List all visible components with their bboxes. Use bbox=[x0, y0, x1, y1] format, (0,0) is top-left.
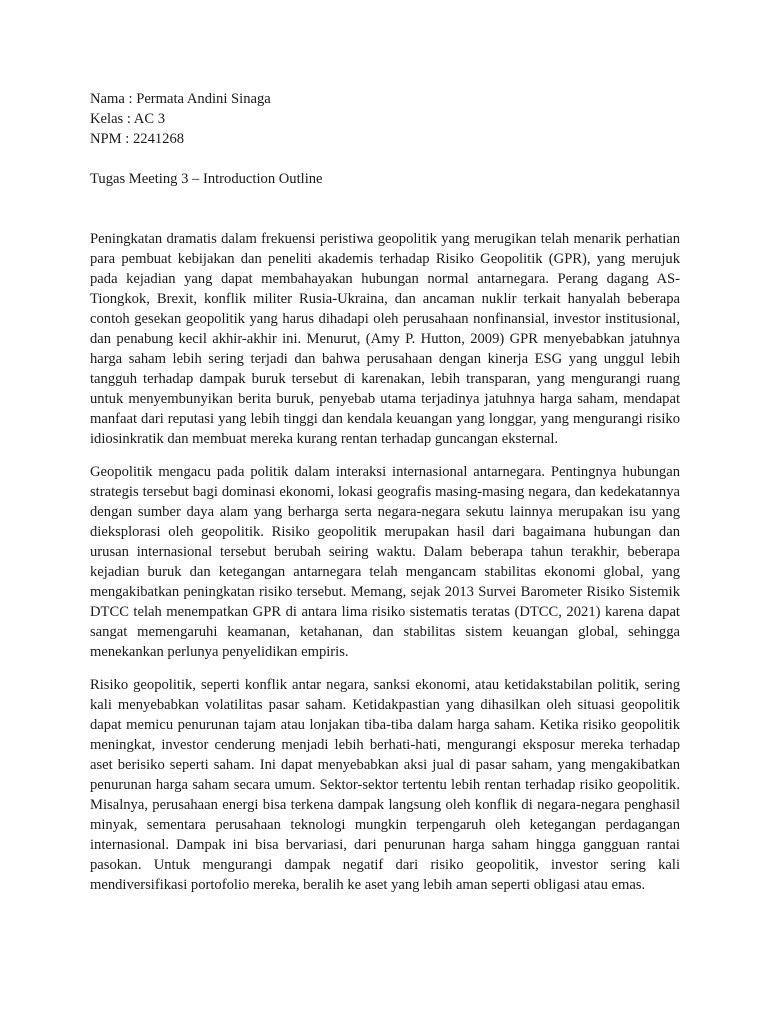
student-name: Nama : Permata Andini Sinaga bbox=[90, 91, 271, 107]
paragraph-1: Peningkatan dramatis dalam frekuensi peristiwa geopolitik yang merugikan telah menarik perhatian para pembuat kebijakan dan peneliti akademis terhadap Risiko Geopolitik (GPR), yang merujuk pada kejadian yang dapat membahayakan hubungan normal antarnegara. Perang dagang AS-Tiongkok, Brexit, konflik militer Rusia-Ukraina, dan ancaman nuklir terkait hanyalah beberapa contoh gesekan geopolitik yang harus dihadapi oleh perusahaan nonfinansial, investor institusional, dan penabung kecil akhir-akhir ini. Menurut, (Amy P. Hutton, 2009) GPR menyebabkan jatuhnya harga saham lebih sering terjadi dan bahwa perusahaan dengan kinerja ESG yang unggul lebih tangguh terhadap dampak buruk tersebut di karenakan, lebih transparan, yang mengurangi ruang untuk menyembunyikan berita buruk, penyebab utama terjadinya jatuhnya harga saham, mendapat manfaat dari reputasi yang lebih tinggi dan kendala keuangan yang longgar, yang mengurangi risiko idiosinkratik dan membuat mereka kurang rentan terhadap guncangan eksternal. bbox=[90, 231, 680, 447]
student-npm: NPM : 2241268 bbox=[90, 131, 185, 147]
document-title: Tugas Meeting 3 – Introduction Outline bbox=[90, 171, 323, 187]
paragraph-3: Risiko geopolitik, seperti konflik antar negara, sanksi ekonomi, atau ketidakstabilan politik, sering kali menyebabkan volatilitas pasar saham. Ketidakpastian yang dihasilkan oleh situasi geopolitik dapat memicu penurunan tajam atau lonjakan tiba-tiba dalam harga saham. Ketika risiko geopolitik meningkat, investor cenderung menjadi lebih berhati-hati, mengurangi eksposur mereka terhadap aset berisiko seperti saham. Ini dapat menyebabkan aksi jual di pasar saham, yang mengakibatkan penurunan harga saham secara umum. Sektor-sektor tertentu lebih rentan terhadap risiko geopolitik. Misalnya, perusahaan energi bisa terkena dampak langsung oleh konflik di negara-negara penghasil minyak, sementara perusahaan teknologi mungkin terpengaruh oleh ketegangan perdagangan internasional. Dampak ini bisa bervariasi, dari penurunan harga saham hingga gangguan rantai pasokan. Untuk mengurangi dampak negatif dari risiko geopolitik, investor sering kali mendiversifikasi portofolio mereka, beralih ke aset yang lebih aman seperti obligasi atau emas. bbox=[90, 677, 680, 893]
paragraph-2: Geopolitik mengacu pada politik dalam interaksi internasional antarnegara. Pentingnya hubungan strategis tersebut bagi dominasi ekonomi, lokasi geografis masing-masing negara, dan kedekatannya dengan sumber daya alam yang berharga serta negara-negara sekutu lainnya merupakan isu yang dieksplorasi oleh geopolitik. Risiko geopolitik merupakan hasil dari bagaimana hubungan dan urusan internasional tersebut berubah seiring waktu. Dalam beberapa tahun terakhir, beberapa kejadian buruk dan ketegangan antarnegara telah mengancam stabilitas ekonomi global, yang mengakibatkan peningkatan risiko tersebut. Memang, sejak 2013 Survei Barometer Risiko Sistemik DTCC telah menempatkan GPR di antara lima risiko sistematis teratas (DTCC, 2021) karena dapat sangat memengaruhi keamanan, ketahanan, dan stabilitas sistem keuangan global, sehingga menekankan perlunya penyelidikan empiris. bbox=[90, 464, 680, 660]
student-class: Kelas : AC 3 bbox=[90, 111, 165, 127]
document-page bbox=[90, 89, 680, 895]
